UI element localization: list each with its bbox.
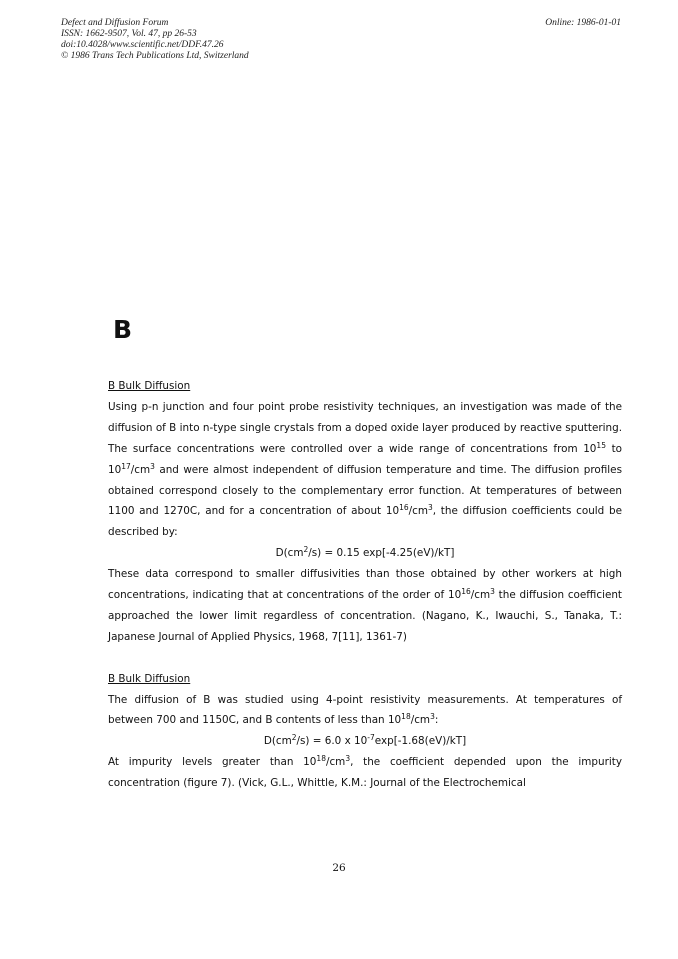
entry-spacer xyxy=(108,648,622,669)
online-date: Online: 1986-01-01 xyxy=(545,18,621,28)
issn-line: ISSN: 1662-9507, Vol. 47, pp 26-53 xyxy=(61,29,197,39)
entry-2-formula: $D(cm^2/s) = 6.0$ x $10^{-7}\exp[-1.68(eV)/kT]$ xyxy=(263,733,467,748)
doi-line: doi:10.4028/www.scientific.net/DDF.47.26 xyxy=(61,40,224,50)
article-body xyxy=(108,376,622,794)
entry-2-paragraph-1: The diffusion of B was studied using 4-point resistivity measurements. At temperatures of between 700 and 1150C, and B contents of less than $10^{18}/cm^3$: xyxy=(108,693,622,727)
entry-1-heading: B Bulk Diffusion xyxy=(108,380,191,392)
entry-1-paragraph-2: These data correspond to smaller diffusivities than those obtained by other workers at high concentrations, indicating that at concentrations of the order of $10^{16}/cm^3$ the diffusion coefficient approached the lower limit regardless of concentration. (Nagano, K., Iwauchi, S., Tanaka, T.: Japanese Journal of Applied Physics, 1968, 7[11], 1361-7) xyxy=(108,568,623,643)
entry-1-formula: $D(cm^2/s) = 0.15$ exp[-4.25(eV)/kT] xyxy=(275,545,455,560)
copyright-line: © 1986 Trans Tech Publications Ltd, Switzerland xyxy=(61,51,249,61)
section-letter: B xyxy=(113,315,133,344)
page-number: 26 xyxy=(332,862,346,874)
entry-2-heading: B Bulk Diffusion xyxy=(108,672,191,685)
entry-2-paragraph-2: At impurity levels greater than $10^{18}/cm^3$, the coefficient depended upon the impurity concentration (figure 7). (Vick, G.L., Whittle, K.M.: Journal of the Electrochemical xyxy=(108,754,622,790)
journal-header xyxy=(61,18,249,62)
entry-1-paragraph-1: Using p-n junction and four point probe resistivity techniques, an investigation was made of the diffusion of B into n-type single crystals from a doped oxide layer produced by reactive sputtering. The surface concentrations were controlled over a wide range of concentrations from $10^{15}$ to $10^{17}/cm^3$ and were almost independent of diffusion temperature and time. The diffusion profiles obtained correspond closely to the complementary error function. At temperatures of between 1100 and 1270C, and for a concentration of about $10^{16}/cm^3$, the diffusion coefficients could be described by: xyxy=(108,400,622,539)
journal-name: Defect and Diffusion Forum xyxy=(61,18,169,28)
